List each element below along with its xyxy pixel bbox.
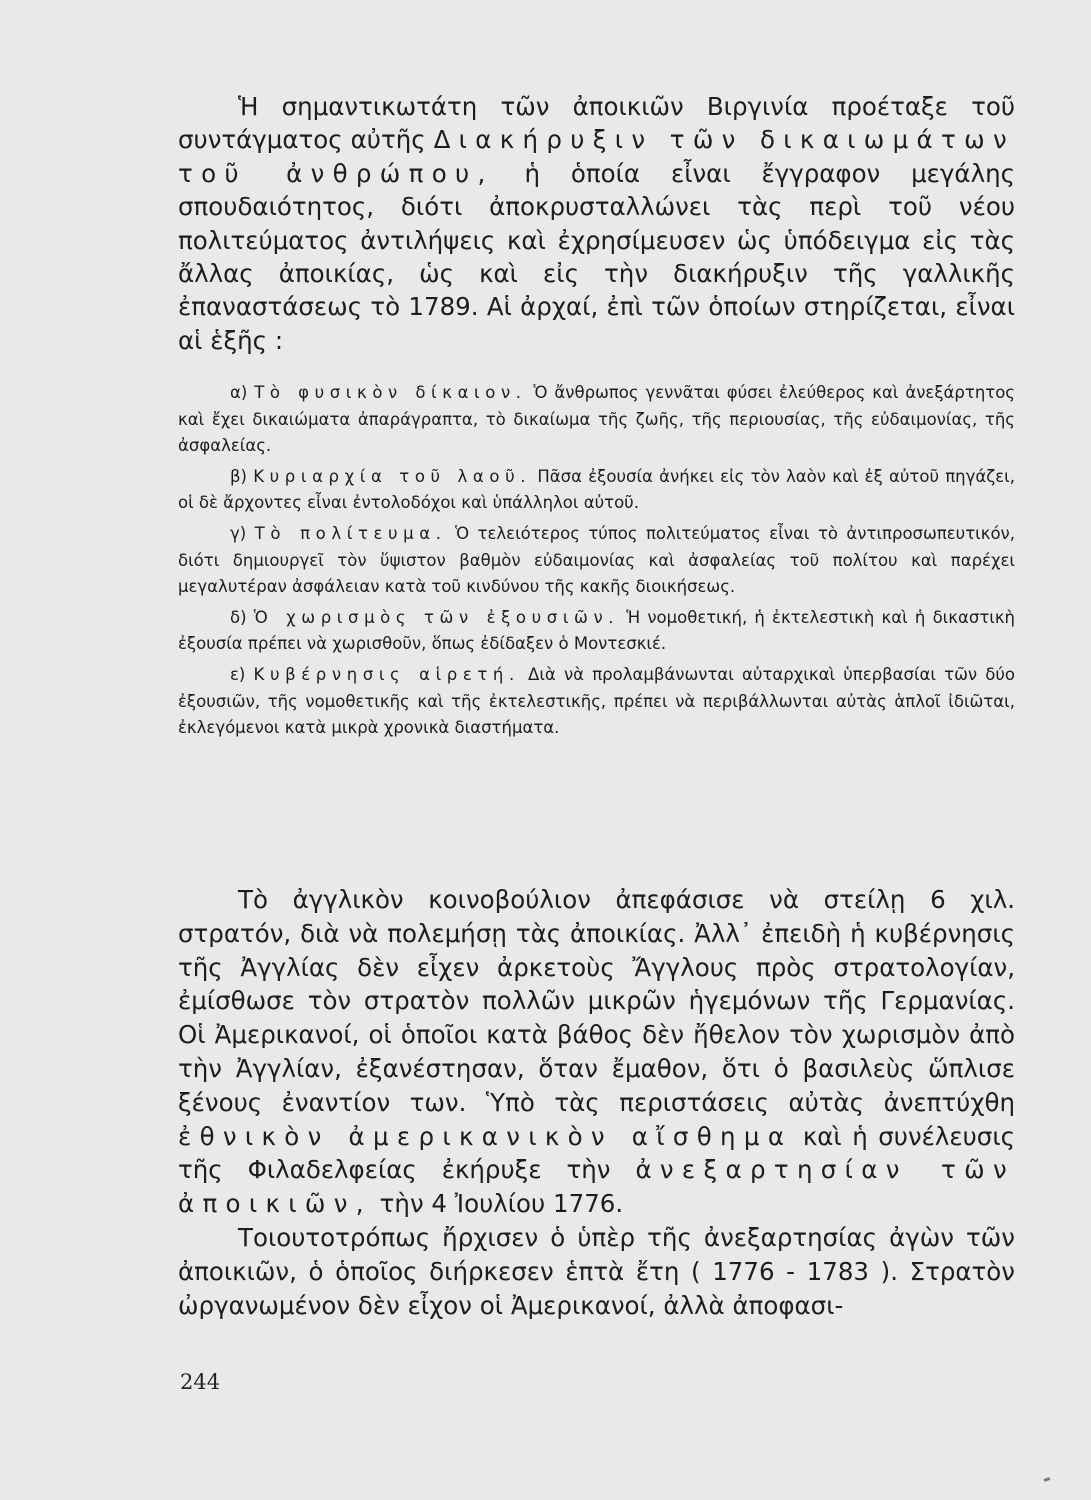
item-marker: δ) bbox=[230, 607, 247, 627]
item-text: Ἡ νομοθετική, ἡ ἐκτελεστικὴ καὶ ἡ δικαστικὴ ἐξουσία πρέπει νὰ χωρισθοῦν, ὅπως ἐδίδαξεν ὁ Μοντεσκιέ. bbox=[178, 607, 1016, 654]
paragraph-text: Τὸ ἀγγλικὸν κοινοβούλιον ἀπεφάσισε νὰ στείλῃ 6 χιλ. στρατόν, διὰ νὰ πολεμήσῃ τὰς ἀποικίας. Ἀλλ᾽ ἐπειδὴ ἡ κυβέρνησις τῆς Ἀγγλίας δὲν εἶχεν ἀρκετοὺς Ἄγγλους πρὸς στρατολογίαν, ἐμίσθωσε τὸν στρατὸν πολλῶν μικρῶν ἡγεμόνων τῆς Γερμανίας. Οἱ Ἀμερικανοί, οἱ ὁποῖοι κατὰ βάθος δὲν ἤθελον τὸν χωρισμὸν ἀπὸ τὴν Ἀγγλίαν, ἐξανέστησαν, ὅταν ἔμαθον, ὅτι ὁ βασιλεὺς ὥπλισε ξένους ἐναντίον των. Ὑπὸ τὰς περιστάσεις αὐτὰς ἀνεπτύχθη bbox=[178, 885, 1015, 1117]
emphasized-phrase: ἐθνικὸν ἀμερικανικὸν αἴσθημα bbox=[178, 1121, 793, 1151]
paragraph-parliament bbox=[178, 883, 1015, 1221]
paragraph-war-of-independence bbox=[178, 1221, 1015, 1322]
item-title: Κυριαρχία τοῦ λαοῦ. bbox=[253, 466, 532, 486]
item-title: Τὸ φυσικὸν δίκαιον. bbox=[254, 383, 527, 402]
item-text: Διὰ νὰ προλαμβάνωνται αὐταρχικαὶ ὑπερβασίαι τῶν δύο ἐξουσιῶν, τῆς νομοθετικῆς καὶ τῆς ἐκτελεστικῆς, πρέπει νὰ περιβάλλωνται αὐτὰς ἁπλοῖ ἰδιῶται, ἐκλεγόμενοι κατὰ μικρὰ χρονικὰ διαστήματα. bbox=[178, 664, 1016, 738]
item-title: Κυβέρνησις αἱρετή. bbox=[253, 664, 520, 684]
emphasized-phrase: ἀνεξαρτησίαν τῶν ἀποικιῶν, bbox=[178, 1155, 1015, 1219]
item-marker: α) bbox=[230, 383, 248, 402]
item-text: Πᾶσα ἐξουσία ἀνήκει εἰς τὸν λαὸν καὶ ἐξ αὐτοῦ πηγάζει, οἱ δὲ ἄρχοντες εἶναι ἐντολοδόχοι καὶ ὑπάλληλοι αὐτοῦ. bbox=[178, 466, 1015, 513]
item-text: Ὁ τελειότερος τύπος πολιτεύματος εἶναι τὸ ἀντιπροσωπευτικόν, διότι δημιουργεῖ τὸν ὕψιστον βαθμὸν εὐδαιμονίας καὶ ἀσφαλείας τοῦ πολίτου καὶ παρέχει μεγαλυτέραν ἀσφάλειαν κατὰ τοῦ κινδύνου τῆς κακῆς διοικήσεως. bbox=[178, 523, 1016, 597]
list-item bbox=[178, 605, 1015, 658]
list-item bbox=[178, 521, 1015, 601]
paragraph-virginia-declaration bbox=[178, 90, 1015, 357]
item-title: Τὸ πολίτευμα. bbox=[254, 523, 447, 543]
item-text: Ὁ ἄνθρωπος γεννᾶται φύσει ἐλεύθερος καὶ ἀνεξάρτητος καὶ ἔχει δικαιώματα ἀπαράγραπτα, τὸ δικαίωμα τῆς ζωῆς, τῆς περιουσίας, τῆς εὐδαιμονίας, τῆς ἀσφαλείας. bbox=[178, 383, 1015, 456]
list-item bbox=[178, 380, 1015, 460]
scan-speck bbox=[1044, 1477, 1051, 1482]
emphasized-title: Διακήρυξιν τῶν δικαιωμάτων τοῦ ἀνθρώπου, bbox=[178, 125, 1015, 188]
paragraph-text: ἡ ὁποία εἶναι ἔγγραφον μεγάλης σπουδαιότητος, διότι ἀποκρυσταλλώνει τὰς περὶ τοῦ νέου πολιτεύματος ἀντιλήψεις καὶ ἐχρησίμευσεν ὡς ὑπόδειγμα εἰς τὰς ἄλλας ἀποικίας, ὡς καὶ εἰς τὴν διακήρυξιν τῆς γαλλικῆς ἐπαναστάσεως τὸ 1789. Αἱ ἀρχαί, ἐπὶ τῶν ὁποίων στηρίζεται, εἶναι αἱ ἑξῆς : bbox=[178, 158, 1015, 355]
item-marker: β) bbox=[230, 466, 247, 486]
paragraph-text: καὶ ἡ συνέλευσις τῆς Φιλαδελφείας ἐκήρυξε τὴν bbox=[178, 1121, 1015, 1185]
list-item bbox=[178, 662, 1015, 742]
paragraph-text: Τοιουτοτρόπως ἤρχισεν ὁ ὑπὲρ τῆς ἀνεξαρτησίας ἀγὼν τῶν ἀποικιῶν, ὁ ὁποῖος διήρκεσεν ἑπτὰ ἔτη ( 1776 - 1783 ). Στρατὸν ὠργανωμένον δὲν εἶχον οἱ Ἀμερικανοί, ἀλλὰ ἀποφασι- bbox=[178, 1222, 1015, 1320]
item-marker: γ) bbox=[230, 523, 247, 543]
paragraph-text: Ἡ σημαντικωτάτη τῶν ἀποικιῶν Βιργινία προέταξε τοῦ συντάγματος αὐτῆς bbox=[178, 92, 1015, 155]
paragraph-text: τὴν 4 Ἰουλίου 1776. bbox=[379, 1189, 624, 1219]
main-paragraph-block bbox=[178, 883, 1015, 1322]
item-marker: ε) bbox=[230, 664, 246, 684]
intro-paragraph-block bbox=[178, 90, 1015, 357]
page-number: 244 bbox=[180, 1370, 221, 1394]
principles-list bbox=[178, 380, 1015, 746]
list-item bbox=[178, 464, 1015, 517]
item-title: Ὁ χωρισμὸς τῶν ἐξουσιῶν. bbox=[253, 607, 620, 627]
